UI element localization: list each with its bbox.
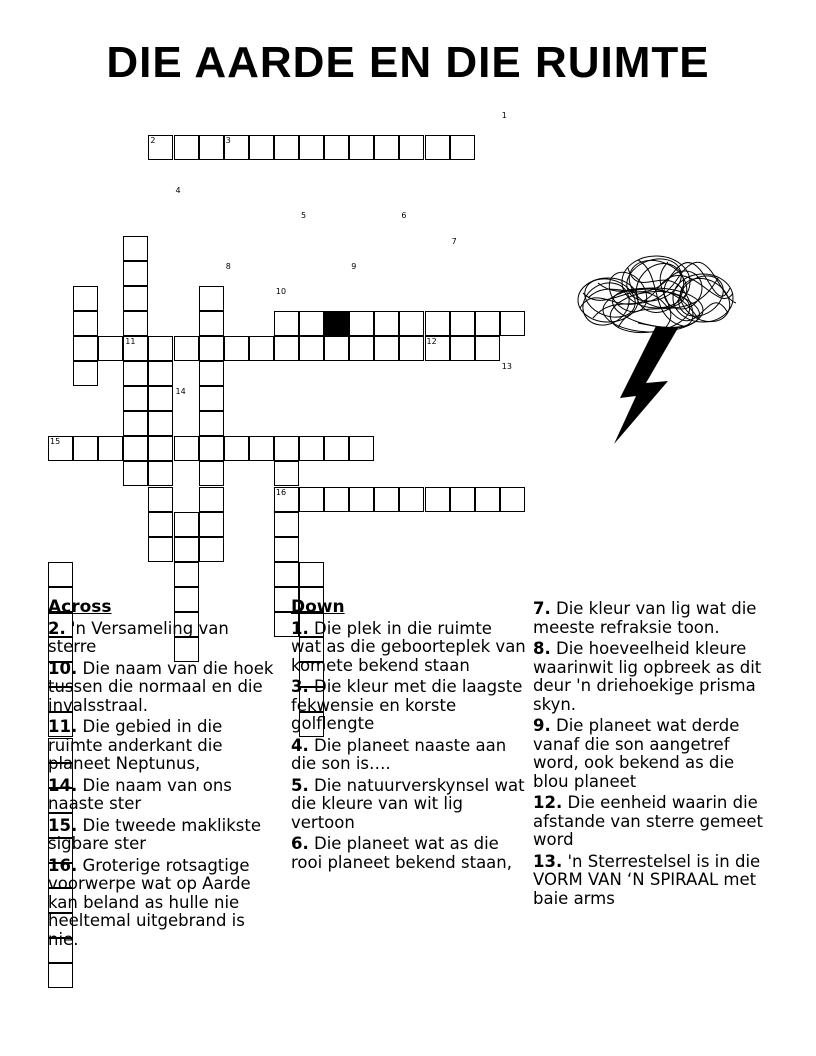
crossword-cell[interactable] bbox=[274, 135, 299, 160]
crossword-cell[interactable] bbox=[425, 135, 450, 160]
crossword-cell[interactable] bbox=[399, 487, 424, 512]
down-clue bbox=[291, 620, 527, 676]
clue-text: Die tweede maklikste sigbare ster bbox=[48, 815, 261, 853]
clue-number-label: 7. bbox=[533, 599, 551, 618]
crossword-cell[interactable] bbox=[174, 562, 199, 587]
crossword-cell[interactable] bbox=[500, 311, 525, 336]
across-clues bbox=[48, 598, 280, 952]
clue-number: 12 bbox=[426, 336, 437, 346]
crossword-cell[interactable] bbox=[299, 562, 324, 587]
crossword-cell[interactable] bbox=[148, 386, 173, 411]
clue-text: Die planeet wat derde vanaf die son aangetref word, ook bekend as die blou planeet bbox=[533, 716, 740, 791]
crossword-cell[interactable] bbox=[500, 487, 525, 512]
crossword-cell[interactable] bbox=[199, 386, 224, 411]
clue-number: 6 bbox=[401, 211, 407, 221]
crossword-cell[interactable] bbox=[148, 537, 173, 562]
clue-number: 1 bbox=[501, 111, 507, 120]
crossword-cell[interactable] bbox=[299, 436, 324, 461]
clue-text: Die planeet naaste aan die son is…. bbox=[291, 735, 507, 773]
clue-number-label: 15. bbox=[48, 815, 78, 835]
clue-number-label: 11. bbox=[48, 717, 78, 736]
clue-text: Die eenheid waarin die afstande van sterre gemeet word bbox=[533, 793, 764, 849]
clue-text: Die kleur van lig wat die meeste refraksie toon. bbox=[533, 599, 757, 637]
crossword-cell[interactable] bbox=[148, 512, 173, 537]
crossword-cell[interactable] bbox=[374, 336, 399, 361]
crossword-cell[interactable] bbox=[349, 311, 374, 336]
crossword-cell[interactable] bbox=[324, 487, 349, 512]
crossword-cell[interactable] bbox=[399, 135, 424, 160]
crossword-cell[interactable] bbox=[349, 436, 374, 461]
crossword-cell[interactable] bbox=[324, 135, 349, 160]
across-clue bbox=[48, 660, 280, 716]
clue-text: Die kleur met die laagste fekwensie en korste golflengte bbox=[291, 677, 523, 733]
clue-number-label: 14. bbox=[48, 775, 78, 795]
clue-number-label: 4. bbox=[291, 735, 309, 755]
clue-number-label: 2. bbox=[48, 618, 66, 638]
across-clue bbox=[48, 777, 280, 814]
crossword-cell[interactable] bbox=[450, 487, 475, 512]
clue-text: Groterige rotsagtige voorwerpe wat op Aarde kan beland as hulle nie heeltemal uitgebrand is nie. bbox=[48, 855, 251, 949]
crossword-cell[interactable] bbox=[374, 311, 399, 336]
crossword-cell[interactable] bbox=[274, 311, 299, 336]
crossword-cell[interactable] bbox=[123, 286, 148, 311]
clue-number: 16 bbox=[275, 487, 287, 497]
crossword-cell[interactable] bbox=[349, 487, 374, 512]
clue-number: 7 bbox=[451, 236, 457, 246]
down-clue bbox=[291, 678, 527, 734]
across-heading: Across bbox=[48, 597, 112, 617]
crossword-cell[interactable] bbox=[349, 336, 374, 361]
crossword-cell[interactable] bbox=[299, 487, 324, 512]
crossword-cell[interactable] bbox=[73, 361, 98, 386]
clue-text: Die hoeveelheid kleure waarinwit lig opbreek as dit deur 'n driehoekige prisma skyn. bbox=[533, 639, 762, 714]
crossword-cell[interactable] bbox=[73, 336, 98, 361]
clue-number: 15 bbox=[50, 437, 61, 447]
crossword-cell[interactable] bbox=[98, 336, 123, 361]
crossword-cell[interactable] bbox=[475, 336, 500, 361]
crossword-cell[interactable] bbox=[475, 487, 500, 512]
down-clues-continued bbox=[533, 600, 773, 911]
clue-number: 9 bbox=[351, 261, 357, 271]
down-clue bbox=[533, 717, 773, 791]
clue-number-label: 8. bbox=[533, 639, 551, 658]
clue-number-label: 13. bbox=[533, 851, 563, 871]
crossword-cell[interactable] bbox=[224, 336, 249, 361]
clue-number: 2 bbox=[150, 136, 156, 146]
clue-number: 14 bbox=[175, 387, 186, 397]
crossword-cell[interactable] bbox=[224, 436, 249, 461]
crossword-cell[interactable] bbox=[274, 562, 299, 587]
crossword-cell[interactable] bbox=[123, 261, 148, 286]
crossword-cell[interactable] bbox=[123, 461, 148, 486]
crossword-cell[interactable] bbox=[199, 336, 224, 361]
clue-text: 'n Versameling van sterre bbox=[48, 618, 229, 656]
crossword-cell[interactable] bbox=[199, 537, 224, 562]
clue-number: 4 bbox=[175, 186, 181, 196]
crossword-cell[interactable] bbox=[374, 487, 399, 512]
crossword-cell[interactable] bbox=[174, 537, 199, 562]
down-heading: Down bbox=[291, 597, 345, 617]
crossword-cell[interactable] bbox=[450, 336, 475, 361]
crossword-cell[interactable] bbox=[148, 461, 173, 486]
crossword-cell[interactable] bbox=[73, 436, 98, 461]
clue-number-label: 16. bbox=[48, 855, 78, 875]
crossword-cell[interactable] bbox=[199, 361, 224, 386]
page-title: DIE AARDE EN DIE RUIMTE bbox=[106, 38, 710, 87]
crossword-cell[interactable] bbox=[425, 487, 450, 512]
crossword-cell[interactable] bbox=[274, 461, 299, 486]
crossword-cell[interactable] bbox=[199, 512, 224, 537]
crossword-cell[interactable] bbox=[249, 436, 274, 461]
crossword-cell[interactable] bbox=[174, 436, 199, 461]
clue-text: Die naam van die hoek tussen die normaal en die invalsstraal. bbox=[48, 658, 274, 715]
crossword-cell[interactable] bbox=[299, 336, 324, 361]
down-clue bbox=[533, 640, 773, 714]
crossword-cell[interactable] bbox=[73, 286, 98, 311]
clue-number-label: 1. bbox=[291, 618, 309, 638]
clue-number: 8 bbox=[225, 261, 231, 271]
clue-number-label: 3. bbox=[291, 677, 309, 696]
crossword-cell[interactable] bbox=[299, 311, 324, 336]
crossword-cell[interactable] bbox=[199, 487, 224, 512]
crossword-cell[interactable] bbox=[73, 311, 98, 336]
crossword-cell[interactable] bbox=[123, 386, 148, 411]
crossword-cell[interactable] bbox=[374, 135, 399, 160]
crossword-cell[interactable] bbox=[274, 537, 299, 562]
clue-number-label: 10. bbox=[48, 658, 78, 678]
crossword-cell[interactable] bbox=[174, 512, 199, 537]
crossword-cell[interactable] bbox=[324, 336, 349, 361]
clue-number: 13 bbox=[501, 362, 512, 371]
crossword-cell[interactable] bbox=[199, 286, 224, 311]
clue-number: 3 bbox=[225, 136, 231, 146]
clue-number-label: 6. bbox=[291, 834, 309, 853]
down-clue bbox=[291, 835, 527, 872]
crossword-cell[interactable] bbox=[148, 487, 173, 512]
down-clue bbox=[533, 853, 773, 909]
clue-number-label: 9. bbox=[533, 716, 551, 735]
across-clue bbox=[48, 620, 280, 657]
across-clue bbox=[48, 718, 280, 774]
storm-cloud-lightning-icon bbox=[568, 248, 744, 453]
crossword-cell[interactable] bbox=[274, 512, 299, 537]
crossword-cell[interactable] bbox=[123, 361, 148, 386]
crossword-cell[interactable] bbox=[425, 311, 450, 336]
crossword-cell[interactable] bbox=[475, 311, 500, 336]
clue-number: 5 bbox=[301, 211, 307, 221]
clue-number: 10 bbox=[275, 286, 287, 296]
crossword-cell[interactable] bbox=[148, 361, 173, 386]
crossword-cell[interactable] bbox=[199, 411, 224, 436]
down-clue bbox=[291, 777, 527, 833]
crossword-cell[interactable] bbox=[299, 135, 324, 160]
crossword-cell[interactable] bbox=[123, 311, 148, 336]
black-square bbox=[324, 311, 349, 336]
crossword-cell[interactable] bbox=[174, 336, 199, 361]
down-clue bbox=[533, 794, 773, 850]
crossword-cell[interactable] bbox=[274, 436, 299, 461]
crossword-cell[interactable] bbox=[249, 135, 274, 160]
crossword-cell[interactable] bbox=[148, 436, 173, 461]
crossword-cell[interactable] bbox=[324, 436, 349, 461]
crossword-cell[interactable] bbox=[450, 135, 475, 160]
crossword-cell[interactable] bbox=[123, 236, 148, 261]
clue-number-label: 5. bbox=[291, 775, 309, 795]
clue-text: Die naam van ons naaste ster bbox=[48, 775, 232, 813]
crossword-cell[interactable] bbox=[123, 411, 148, 436]
crossword-cell[interactable] bbox=[148, 336, 173, 361]
clue-number: 11 bbox=[125, 336, 136, 346]
crossword-cell[interactable] bbox=[148, 411, 173, 436]
crossword-cell[interactable] bbox=[399, 311, 424, 336]
down-clue bbox=[291, 737, 527, 774]
crossword-cell[interactable] bbox=[98, 436, 123, 461]
down-clues bbox=[291, 598, 527, 875]
crossword-cell[interactable] bbox=[48, 963, 73, 988]
crossword-cell[interactable] bbox=[249, 336, 274, 361]
crossword-cell[interactable] bbox=[123, 436, 148, 461]
crossword-cell[interactable] bbox=[48, 562, 73, 587]
crossword-cell[interactable] bbox=[399, 336, 424, 361]
across-clue bbox=[48, 857, 280, 950]
crossword-cell[interactable] bbox=[199, 135, 224, 160]
clue-text: Die natuurverskynsel wat die kleure van wit lig vertoon bbox=[291, 775, 525, 832]
crossword-cell[interactable] bbox=[274, 336, 299, 361]
crossword-cell[interactable] bbox=[174, 135, 199, 160]
crossword-cell[interactable] bbox=[199, 311, 224, 336]
crossword-cell[interactable] bbox=[199, 461, 224, 486]
clue-text: 'n Sterrestelsel is in die VORM VAN ‘N SPIRAAL met baie arms bbox=[533, 851, 761, 908]
down-clue bbox=[533, 600, 773, 637]
clue-text: Die gebied in die ruimte anderkant die planeet Neptunus, bbox=[48, 717, 223, 773]
clue-number-label: 12. bbox=[533, 793, 563, 812]
clue-text: Die planeet wat as die rooi planeet bekend staan, bbox=[291, 834, 512, 872]
crossword-cell[interactable] bbox=[450, 311, 475, 336]
crossword-cell[interactable] bbox=[349, 135, 374, 160]
across-clue bbox=[48, 817, 280, 854]
crossword-cell[interactable] bbox=[199, 436, 224, 461]
clue-text: Die plek in die ruimte wat as die geboorteplek van komete bekend staan bbox=[291, 618, 526, 675]
